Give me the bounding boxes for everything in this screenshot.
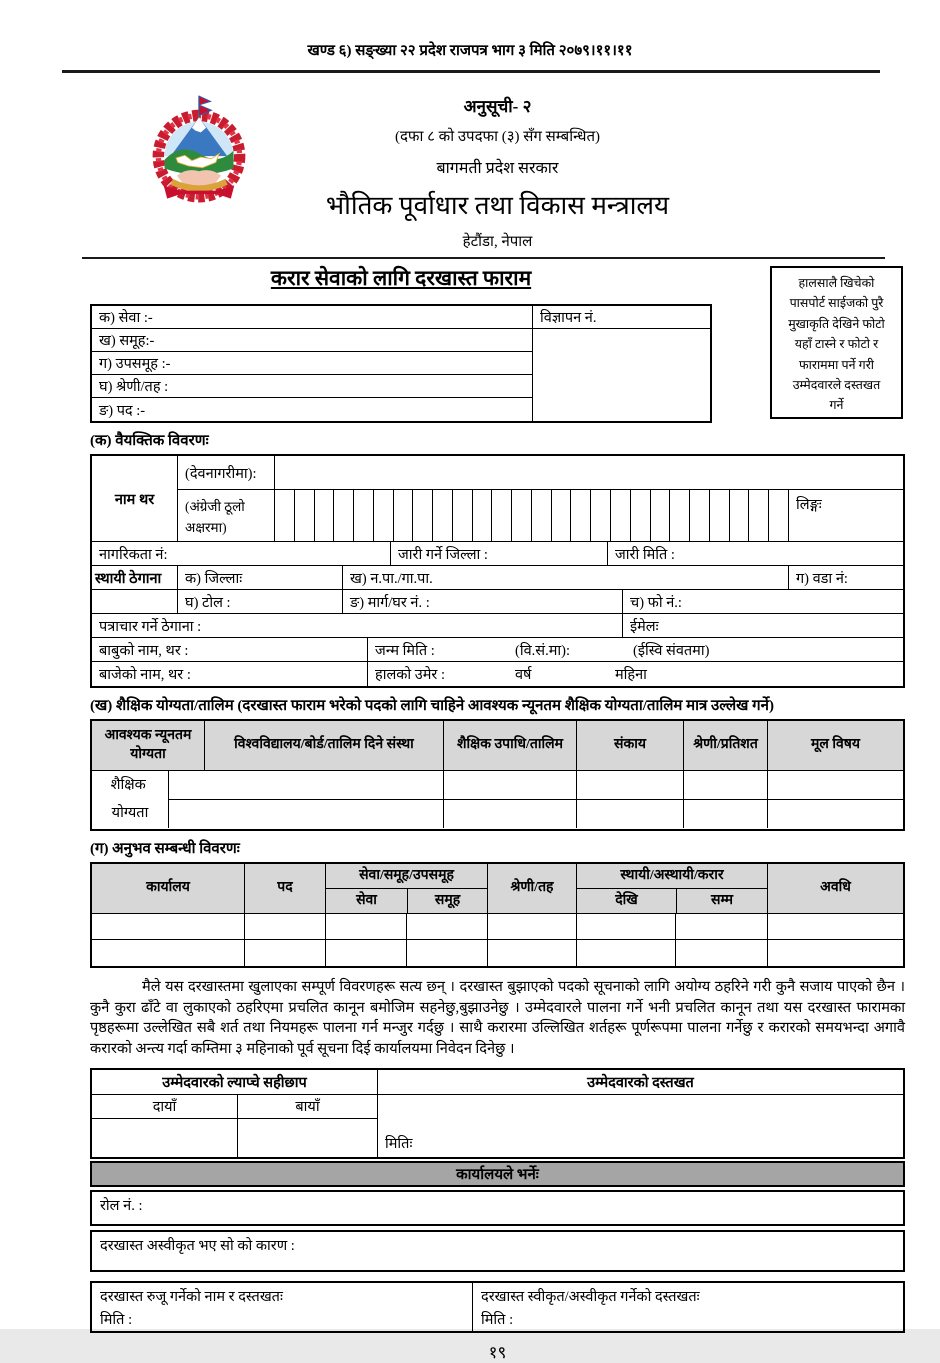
char-cell[interactable] [472,490,492,541]
ward-number-field[interactable]: ग) वडा नं: [788,566,903,589]
edu-cell-faculty[interactable] [576,771,683,799]
photo-instruction-line: यहाँ टास्ने र फोटो र [794,337,879,352]
service-fields-column [92,306,532,421]
exp-cell-class[interactable] [487,914,576,939]
checked-by-field[interactable] [92,1283,472,1331]
char-cell[interactable] [729,490,749,541]
dob-field[interactable] [367,638,903,661]
exp-cell-from[interactable] [576,940,675,966]
letterhead [90,92,905,251]
current-age-field[interactable] [367,662,903,686]
char-cell[interactable] [748,490,768,541]
rejection-reason-field[interactable]: दरखास्त अस्वीकृत भए सो को कारण : [90,1230,905,1272]
edu-col-main-subject: मूल विषय [767,721,903,770]
edu-cell-main-subject[interactable] [767,771,903,799]
citizenship-number-field[interactable]: नागरिकता नं: [99,546,168,563]
field-subgroup[interactable]: ग) उपसमूह :- [92,352,532,375]
name-devanagari-field[interactable] [274,456,903,489]
checked-by-label: दरखास्त रुजू गर्नेको नाम र दस्तखतः [100,1288,283,1305]
permanent-address-label: स्थायी ठेगाना [95,570,162,587]
exp-cell-post[interactable] [244,940,325,966]
grandfather-name-field[interactable]: बाजेको नाम, थर : [99,667,191,683]
char-cell[interactable] [709,490,729,541]
photo-instruction-line: मुखाकृति देखिने फोटो [788,316,885,331]
signature-date-label[interactable]: मितिः [385,1135,413,1152]
edu-col-institution: विश्वविद्यालय/बोर्ड/तालिम दिने संस्था [204,721,443,770]
issue-district-field[interactable]: जारी गर्ने जिल्ला : [390,542,607,565]
char-cell[interactable] [333,490,353,541]
edu-row-label: शैक्षिक योग्यता [110,777,149,821]
field-group[interactable]: ख) समूह:- [92,329,532,352]
exp-cell-duration[interactable] [767,914,903,939]
edu-col-division: श्रेणी/प्रतिशत [683,721,767,770]
exp-col-perm-temp: स्थायी/अस्थायी/करार [577,864,767,889]
advertisement-number-field[interactable] [533,329,712,421]
name-label: नाम थर [114,491,155,508]
edu-cell-degree[interactable] [443,800,576,828]
photo-instruction-line: हालसालै खिचेको [798,276,875,290]
exp-cell-group[interactable] [406,940,487,966]
approved-date-label[interactable]: मिति : [481,1311,514,1328]
char-cell[interactable] [511,490,531,541]
char-cell[interactable] [570,490,590,541]
char-cell[interactable] [531,490,551,541]
english-name-grid [274,490,788,541]
declaration-paragraph: मैले यस दरखास्तमा खुलाएका सम्पूर्ण विवरणहरू सत्य छन् । दरखास्त बुझाएको पदको सूचनाको लागि अयोग्य ठहरिने गरी कुनै सजाय पाएको छैन । कुनै कुरा ढाँटे वा लुकाएको ठहरिएमा प्रचलित कानून बमोजिम सहनेछु,बुझाउनेछु । उम्मेदवारले पालना गर्ने भनी प्रचलित कानून तथा यस दरखास्त फारामका पृष्ठहरूमा उल्लेखित सबै शर्त तथा नियमहरू पालना गर्न मन्जुर गर्दछु । साथै करारमा उल्लिखित शर्तहरू पूर्णरूपमा पालना गर्नेछु र करारको समयभन्दा अगावै करारको अन्त्य गर्दा कम्तिमा ३ महिनाको पूर्व सूचना दिई कार्यालयमा निवेदन दिनेछु । [90,979,905,1058]
exp-cell-to[interactable] [675,914,767,939]
advertisement-column [532,306,712,421]
dob-bs-label[interactable]: (वि.सं.मा): [515,642,570,659]
exp-col-service-group: सेवा/समूह/उपसमूह [326,864,487,889]
char-cell[interactable] [314,490,334,541]
personal-details-table [90,454,905,688]
char-cell[interactable] [669,490,689,541]
char-cell[interactable] [294,490,314,541]
photo-instruction-line: उम्मेदवारले दस्तखत [792,377,881,392]
section-personal-heading: (क) वैयक्तिक विवरणः [90,433,209,449]
gazette-header: खण्ड ६) सङ्ख्या २२ प्रदेश राजपत्र भाग ३ मिति २०७९।११।११ [307,43,633,59]
exp-cell-service[interactable] [325,914,406,939]
office-use-band: कार्यालयले भर्नेः [90,1161,905,1187]
right-thumbprint-box[interactable] [92,1119,237,1157]
roll-number-field[interactable]: रोल नं. : [90,1190,905,1226]
municipality-field[interactable]: ख) न.पा./गा.पा. [342,566,788,589]
char-cell[interactable] [650,490,670,541]
char-cell[interactable] [689,490,709,541]
age-years-label[interactable]: वर्ष [515,667,532,683]
gender-label[interactable]: लिङ्गः [788,490,903,541]
exp-cell-to[interactable] [675,940,767,966]
field-post[interactable]: ङ) पद :- [99,402,146,419]
exp-cell-group[interactable] [406,914,487,939]
exp-cell-duration[interactable] [767,940,903,966]
char-cell[interactable] [590,490,610,541]
education-table [90,719,905,831]
field-service[interactable]: क) सेवा :- [92,306,532,329]
clause-reference: (दफा ८ को उपदफा (३) सँग सम्बन्धित) [394,129,601,145]
exp-cell-from[interactable] [576,914,675,939]
ministry-name: भौतिक पूर्वाधार तथा विकास मन्त्रालय [325,191,670,220]
char-cell[interactable] [551,490,571,541]
experience-table [90,862,905,968]
exp-col-to: सम्म [676,889,767,913]
age-months-label[interactable]: महिना [615,667,647,683]
issue-date-field[interactable]: जारी मिति : [607,542,903,565]
district-field[interactable]: क) जिल्लाः [177,566,342,589]
exp-cell-office[interactable] [92,940,244,966]
exp-col-class-level: श्रेणी/तह [487,864,576,913]
edu-cell-main-subject[interactable] [767,800,903,828]
char-cell[interactable] [412,490,432,541]
correspondence-address-field[interactable]: पत्राचार गर्ने ठेगाना : [99,618,202,635]
char-cell[interactable] [491,490,511,541]
exp-col-post: पद [244,864,325,913]
approved-by-field[interactable] [472,1283,903,1331]
char-cell[interactable] [393,490,413,541]
exp-cell-post[interactable] [244,914,325,939]
char-cell[interactable] [432,490,452,541]
page-number: १९ [488,1342,507,1362]
section-experience-heading: (ग) अनुभव सम्बन्धी विवरणः [90,841,240,857]
char-cell[interactable] [353,490,373,541]
edu-cell-degree[interactable] [443,771,576,799]
exp-col-group: समूह [407,889,487,913]
approved-by-label: दरखास्त स्वीकृत/अस्वीकृत गर्नेको दस्तखतः [481,1288,700,1305]
devanagari-label: (देवनागरीमा): [177,456,274,489]
tole-field[interactable]: घ) टोल : [177,590,342,613]
exp-cell-service[interactable] [325,940,406,966]
edu-cell-division[interactable] [683,800,767,828]
field-class-level[interactable]: घ) श्रेणी/तह : [92,375,532,398]
government-name: बागमती प्रदेश सरकार [436,160,559,177]
signature-header: उम्मेदवारको दस्तखत [377,1070,903,1094]
address-spacer [92,590,177,613]
edu-cell-division[interactable] [683,771,767,799]
dob-label: जन्म मिति : [375,642,435,659]
char-cell[interactable] [373,490,393,541]
left-thumbprint-box[interactable] [237,1119,377,1157]
char-cell[interactable] [274,490,294,541]
section-education-heading: (ख) शैक्षिक योग्यता/तालिम (दरखास्त फाराम भरेको पदको लागि चाहिने आवश्यक न्यूनतम शैक्षिक योग्यता/तालिम मात्र उल्लेख गर्ने) [90,698,774,714]
header-divider [62,70,880,73]
age-label: हालको उमेर : [375,667,446,683]
ministry-location: हेटौंडा, नेपाल [462,234,533,250]
char-cell[interactable] [452,490,472,541]
edu-cell-faculty[interactable] [576,800,683,828]
edu-cell-institution[interactable] [168,771,443,799]
char-cell[interactable] [630,490,650,541]
exp-cell-class[interactable] [487,940,576,966]
exp-col-service: सेवा [356,892,377,908]
english-caps-label: (अंग्रेजी ठूलो अक्षरमा) [177,490,274,541]
schedule-title: अनुसूची- २ [463,97,532,116]
char-cell[interactable] [768,490,788,541]
signature-table [90,1068,905,1159]
edu-col-faculty: संकाय [576,721,683,770]
exp-cell-office[interactable] [92,914,244,939]
exp-col-duration: अवधि [767,864,903,913]
exp-col-from: देखि [615,892,638,908]
form-title: करार सेवाको लागि दरखास्त फाराम [270,266,532,290]
thumbprint-header: उम्मेदवारको ल्याप्चे सहीछाप [162,1074,307,1091]
street-house-field[interactable]: ङ) मार्ग/घर नं. : [342,590,622,613]
checked-date-label[interactable]: मिति : [100,1311,133,1328]
char-cell[interactable] [610,490,630,541]
exp-col-office: कार्यालय [146,880,190,896]
service-table [90,304,712,423]
dob-ad-label[interactable]: (ईस्वि संवतमा) [633,642,710,659]
edu-col-degree: शैक्षिक उपाधि/तालिम [443,721,576,770]
edu-col-min-qualification: आवश्यक न्यूनतम योग्यता [104,727,192,762]
photo-instruction-line: पासपोर्ट साईजको पुरै [789,296,884,311]
photo-instruction-line: गर्ने [829,398,844,413]
father-name-field[interactable]: बाबुको नाम, थर : [99,642,189,659]
phone-field[interactable]: च) फो नं.: [622,590,903,613]
section-divider [82,257,885,259]
photo-instruction-line: फाराममा पर्ने गरी [798,357,875,372]
candidate-signature-area[interactable] [377,1095,903,1157]
advertisement-number-label[interactable]: विज्ञापन नं. [533,306,712,329]
edu-cell-institution[interactable] [168,800,443,828]
right-thumb-label: दायाँ [152,1099,177,1116]
email-field[interactable]: ईमेलः [622,614,903,637]
verification-row [90,1281,905,1333]
left-thumb-label: बायाँ [237,1095,377,1118]
